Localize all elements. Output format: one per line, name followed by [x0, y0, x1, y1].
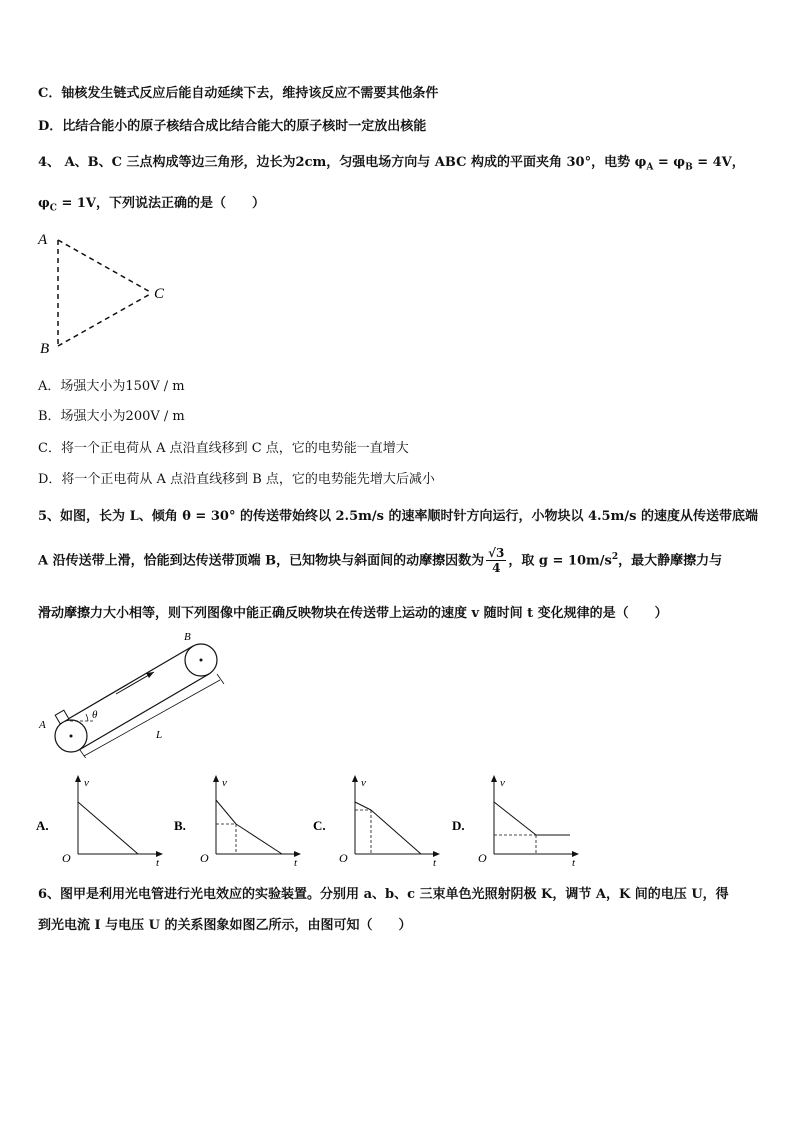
svg-text:O: O [339, 851, 348, 865]
q3-option-c: C．铀核发生链式反应后能自动延续下去，维持该反应不需要其他条件 [38, 86, 439, 101]
q4-triangle-figure [34, 226, 184, 360]
q5-stem-line2: A 沿传送带上滑，恰能到达传送带顶端 B，已知物块与斜面间的动摩擦因数为 $\frac{√3}{4}$ ，取 $g = 10m/s^2$，最大静摩擦力与 [38, 546, 723, 576]
q4-option-a: A．场强大小为150V / m [38, 379, 185, 394]
q3-option-d: D．比结合能小的原子核结合成比结合能大的原子核时一定放出核能 [38, 119, 427, 134]
q5-stem-line1: 5、如图，长为 L、倾角 θ = 30° 的传送带始终以 2.5m/s 的速率顺时针方向运行，小物块以 4.5m/s 的速度从传送带底端 [38, 509, 758, 524]
svg-text:t: t [156, 857, 160, 869]
q4-option-d: D．将一个正电荷从 A 点沿直线移到 B 点，它的电势能先增大后减小 [38, 472, 435, 487]
svg-text:D.: D. [452, 818, 465, 833]
fraction-sqrt3-over-4: $\frac{√3}{4}$ [488, 546, 505, 576]
label-b: B [40, 341, 50, 357]
svg-text:t: t [294, 857, 298, 869]
q5-graph-d [452, 772, 587, 870]
label-c: C [154, 286, 165, 302]
label-theta: θ [92, 709, 98, 721]
svg-text:B.: B. [174, 818, 186, 833]
svg-text:v: v [500, 777, 505, 789]
q5-graph-a [36, 772, 171, 870]
q6-stem-line2: 到光电流 I 与电压 U 的关系图象如图乙所示，由图可知（ ） [38, 918, 412, 933]
q5-graph-b [174, 772, 309, 870]
svg-text:O: O [478, 851, 487, 865]
svg-text:C.: C. [313, 818, 326, 833]
q4-option-c: C．将一个正电荷从 A 点沿直线移到 C 点，它的电势能一直增大 [38, 441, 409, 456]
svg-text:O: O [62, 851, 71, 865]
q5-conveyor-figure [36, 628, 236, 758]
svg-text:v: v [222, 777, 227, 789]
q4-stem-line1: 4、 A、B、C 三点构成等边三角形，边长为2cm，匀强电场方向与 ABC 构成的平面夹角 30°，电势 $\varphi_A = \varphi_B = 4V$， [38, 155, 745, 173]
label-a: A [39, 719, 46, 731]
q4-option-b: B．场强大小为200V / m [38, 409, 185, 424]
option-label: A. [36, 818, 49, 833]
q4-stem-line2: $\varphi_C = 1V$，下列说法正确的是（ ） [38, 196, 266, 214]
label-a: A [38, 232, 48, 248]
q6-stem-line1: 6、图甲是利用光电管进行光电效应的实验装置。分别用 a、b、c 三束单色光照射阴极 K，调节 A，K 间的电压 U，得 [38, 887, 729, 902]
q5-graph-c [313, 772, 448, 870]
label-b: B [184, 631, 191, 643]
label-l: L [156, 729, 163, 741]
svg-text:v: v [84, 777, 89, 789]
svg-text:t: t [572, 857, 576, 869]
q5-stem-line3: 滑动摩擦力大小相等，则下列图像中能正确反映物块在传送带上运动的速度 v 随时间 t 变化规律的是（ ） [38, 606, 668, 621]
svg-text:v: v [361, 777, 366, 789]
svg-text:O: O [200, 851, 209, 865]
svg-text:t: t [433, 857, 437, 869]
